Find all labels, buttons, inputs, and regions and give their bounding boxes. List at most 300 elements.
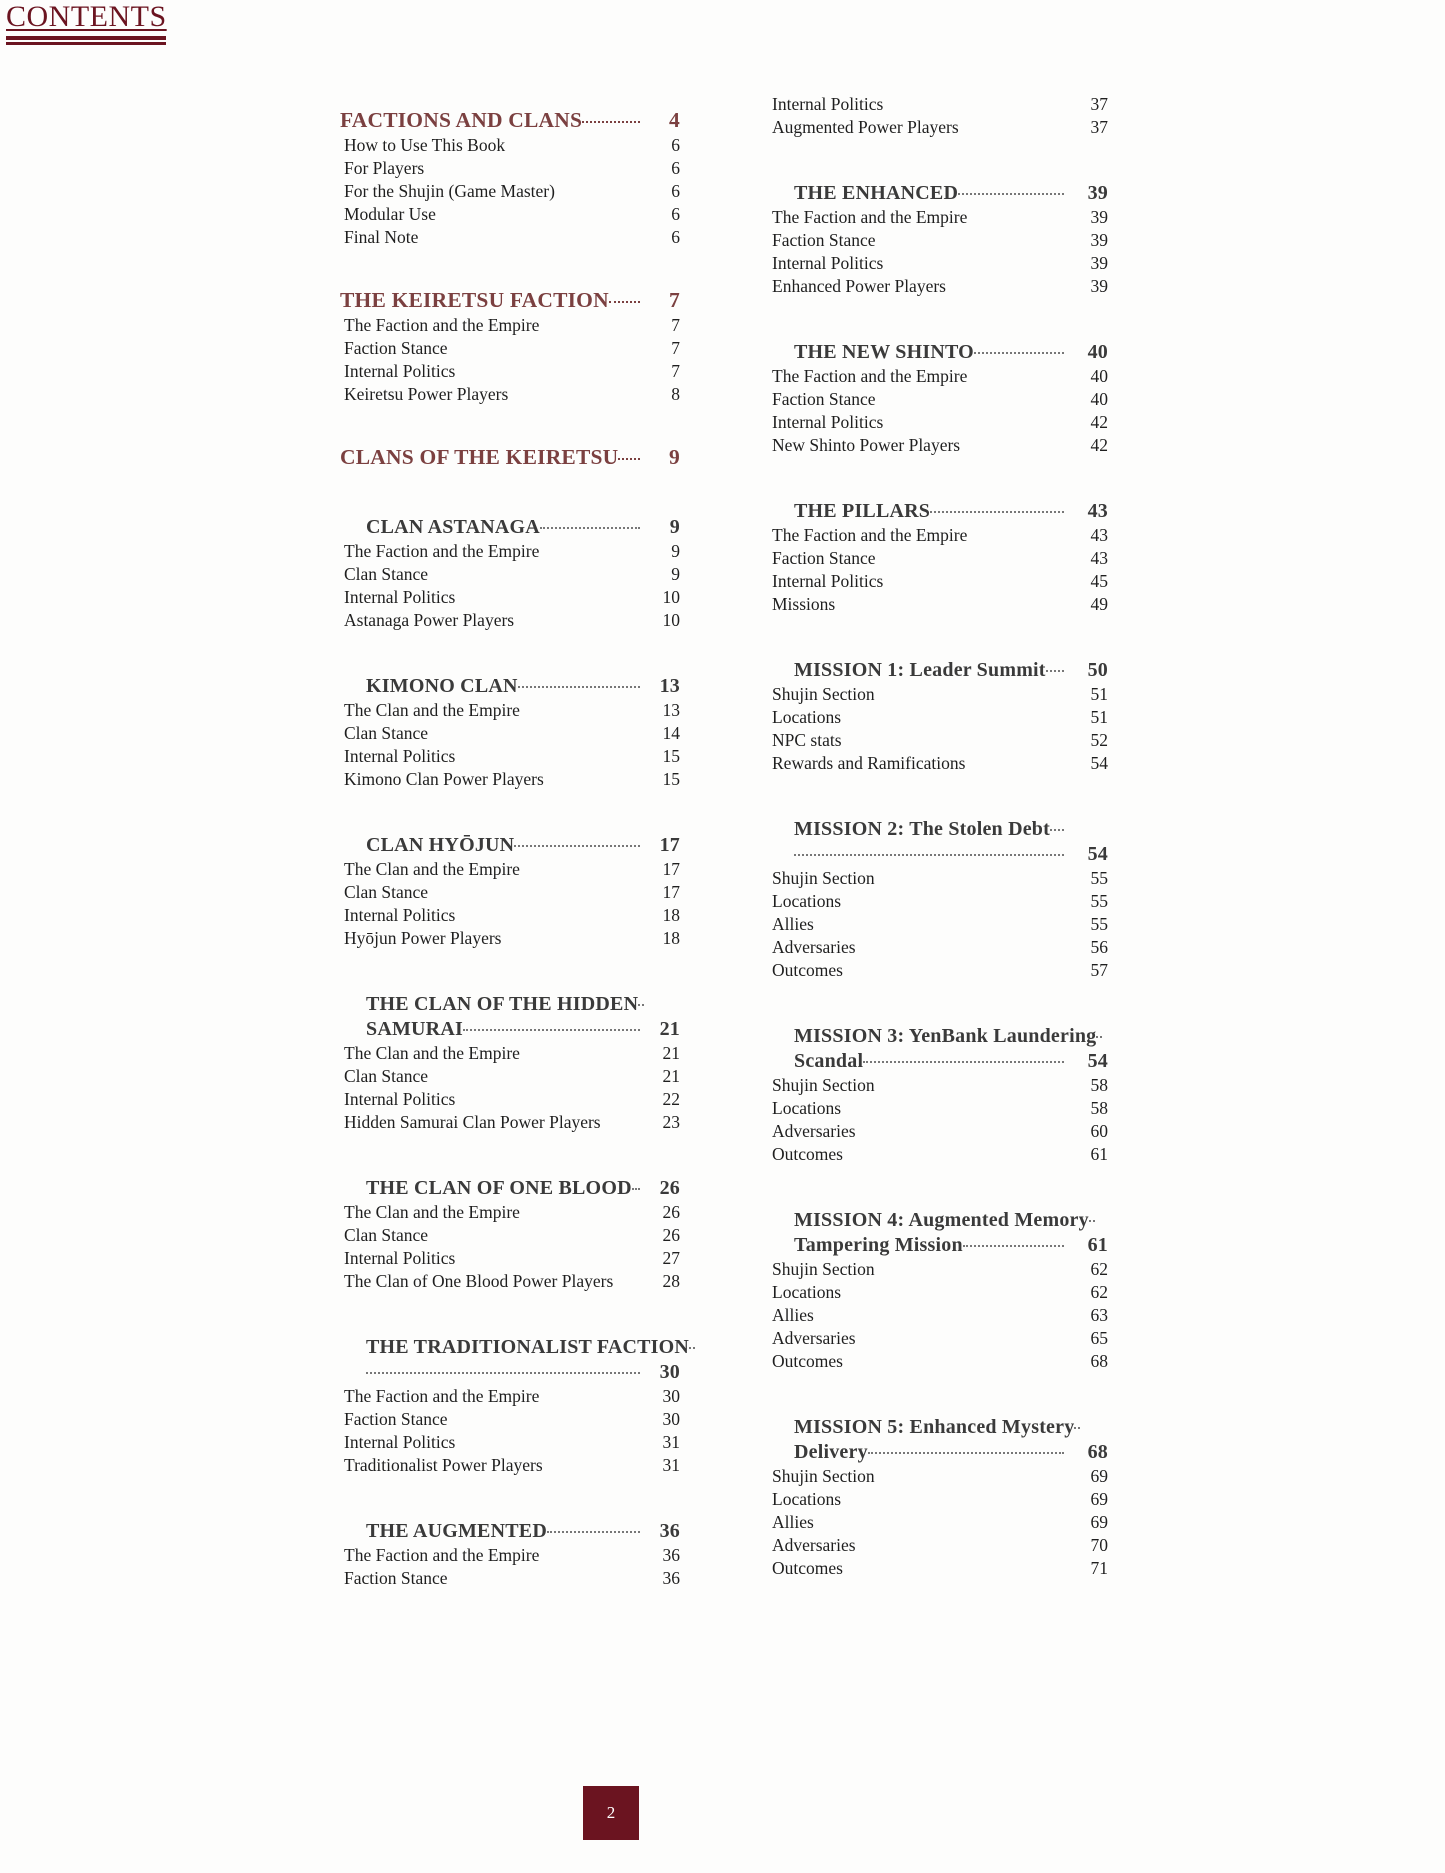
toc-column-left: [340, 92, 690, 1589]
toc-entry-page-number: 28: [662, 1271, 680, 1291]
toc-entry[interactable]: [768, 1535, 1108, 1556]
title-double-rule: [6, 36, 166, 45]
toc-entry[interactable]: [340, 700, 680, 721]
toc-entry-label: The Faction and the Empire: [772, 366, 968, 386]
toc-entry[interactable]: [340, 1066, 680, 1087]
toc-entry-page-number: 30: [659, 1361, 680, 1383]
dotted-leader: [366, 1372, 640, 1374]
toc-entry-page-number: 9: [669, 445, 680, 469]
toc-entry[interactable]: [340, 1248, 680, 1269]
toc-entry[interactable]: [768, 276, 1108, 297]
toc-entry-label: MISSION 4: Augmented Memory: [794, 1209, 1089, 1231]
toc-entry[interactable]: [768, 1121, 1108, 1142]
toc-entry[interactable]: [768, 1098, 1108, 1119]
toc-entry[interactable]: [768, 389, 1108, 410]
toc-entry-page-number: 27: [662, 1248, 680, 1268]
toc-entry-page-number: 39: [1090, 207, 1108, 227]
toc-entry-page-number: 7: [671, 315, 680, 335]
toc-entry-label: Outcomes: [772, 960, 843, 980]
dotted-leader: [974, 352, 1064, 354]
toc-entry-label: Shujin Section: [772, 868, 875, 888]
dotted-leader: [632, 1188, 640, 1190]
toc-entry-label: Final Note: [344, 227, 419, 247]
toc-entry[interactable]: [768, 1512, 1108, 1533]
toc-entry-page-number: 40: [1090, 389, 1108, 409]
toc-entry[interactable]: [768, 684, 1108, 705]
toc-sub-heading[interactable]: [340, 516, 680, 539]
toc-entry-page-number: 36: [659, 1520, 680, 1542]
toc-entry-label: Internal Politics: [772, 253, 884, 273]
toc-sub-heading-continued[interactable]: [340, 1018, 680, 1041]
toc-entry[interactable]: [768, 1351, 1108, 1372]
toc-entry-page-number: 23: [662, 1112, 680, 1132]
toc-entry[interactable]: [340, 1043, 680, 1064]
toc-entry-label: Internal Politics: [344, 746, 456, 766]
toc-spacer: [768, 297, 1108, 321]
toc-major-heading[interactable]: [340, 108, 680, 133]
toc-spacer: [340, 1292, 680, 1316]
toc-entry-label: The Clan and the Empire: [344, 1202, 520, 1222]
toc-entry-page-number: 68: [1087, 1441, 1108, 1463]
toc-entry-label: Internal Politics: [772, 571, 884, 591]
toc-spacer: [340, 949, 680, 973]
toc-entry-label: Clan Stance: [344, 882, 429, 902]
toc-entry-label: Internal Politics: [772, 94, 884, 114]
toc-entry[interactable]: [768, 707, 1108, 728]
toc-sub-heading-continued[interactable]: [768, 1234, 1108, 1257]
toc-entry[interactable]: [768, 914, 1108, 935]
toc-entry-page-number: 37: [1090, 94, 1108, 114]
toc-entry-label: The Clan and the Empire: [344, 859, 520, 879]
toc-entry[interactable]: [768, 366, 1108, 387]
toc-entry-label: Clan Stance: [344, 1066, 429, 1086]
toc-entry[interactable]: [340, 587, 680, 608]
toc-entry[interactable]: [340, 1386, 680, 1407]
toc-entry-label: Internal Politics: [772, 412, 884, 432]
toc-entry-page-number: 30: [662, 1386, 680, 1406]
toc-entry[interactable]: [340, 564, 680, 585]
toc-entry-label: Hidden Samurai Clan Power Players: [344, 1112, 601, 1132]
toc-entry-label: NPC stats: [772, 730, 842, 750]
toc-entry-page-number: 39: [1087, 182, 1108, 204]
toc-spacer: [768, 774, 1108, 798]
toc-entry-label: The Faction and the Empire: [344, 541, 540, 561]
toc-entry-page-number: 54: [1087, 843, 1108, 865]
toc-entry-label: Adversaries: [772, 1121, 856, 1141]
toc-entry-label: Outcomes: [772, 1558, 843, 1578]
toc-entry-page-number: 65: [1090, 1328, 1108, 1348]
toc-entry[interactable]: [768, 937, 1108, 958]
toc-entry-label: SAMURAI: [366, 1018, 463, 1040]
toc-entry-page-number: 43: [1087, 500, 1108, 522]
dotted-leader: [863, 1061, 1064, 1063]
toc-entry-page-number: 6: [671, 227, 680, 247]
toc-sub-heading[interactable]: [768, 341, 1108, 364]
dotted-leader: [463, 1029, 640, 1031]
toc-entry[interactable]: [340, 723, 680, 744]
toc-entry[interactable]: [340, 1432, 680, 1453]
toc-spacer: [340, 631, 680, 655]
dotted-leader: [514, 845, 640, 847]
toc-entry-page-number: 56: [1090, 937, 1108, 957]
toc-entry-label: Locations: [772, 707, 842, 727]
toc-entry-page-number: 55: [1090, 891, 1108, 911]
toc-entry-page-number: 39: [1090, 276, 1108, 296]
toc-entry-page-number: 55: [1090, 914, 1108, 934]
toc-entry-label: Locations: [772, 1489, 842, 1509]
toc-spacer: [768, 1165, 1108, 1189]
toc-entry-page-number: 30: [662, 1409, 680, 1429]
toc-entry-page-number: 62: [1090, 1259, 1108, 1279]
toc-entry[interactable]: [768, 117, 1108, 138]
toc-entry-label: Faction Stance: [344, 1409, 448, 1429]
toc-sub-heading-continued[interactable]: [340, 1361, 680, 1384]
toc-entry[interactable]: [768, 730, 1108, 751]
toc-entry[interactable]: [340, 610, 680, 631]
toc-entry[interactable]: [340, 1545, 680, 1566]
toc-entry-label: Clan Stance: [344, 1225, 429, 1245]
toc-sub-heading[interactable]: [768, 659, 1108, 682]
toc-entry-page-number: 61: [1090, 1144, 1108, 1164]
toc-entry-label: Rewards and Ramifications: [772, 753, 966, 773]
toc-entry-label: The Faction and the Empire: [772, 525, 968, 545]
toc-entry-page-number: 57: [1090, 960, 1108, 980]
toc-entry[interactable]: [768, 594, 1108, 615]
toc-entry-label: Modular Use: [344, 204, 436, 224]
toc-entry[interactable]: [768, 253, 1108, 274]
toc-entry-label: MISSION 3: YenBank Laundering: [794, 1025, 1097, 1047]
toc-entry[interactable]: [340, 905, 680, 926]
toc-entry-label: The Clan and the Empire: [344, 1043, 520, 1063]
toc-entry-label: For the Shujin (Game Master): [344, 181, 555, 201]
toc-sub-heading[interactable]: [340, 834, 680, 857]
toc-entry-label: THE KEIRETSU FACTION: [340, 288, 609, 312]
toc-entry-label: How to Use This Book: [344, 135, 506, 155]
toc-entry[interactable]: [340, 384, 680, 405]
toc-entry-page-number: 69: [1090, 1512, 1108, 1532]
toc-entry-page-number: 37: [1090, 117, 1108, 137]
toc-entry-label: THE NEW SHINTO: [794, 341, 974, 363]
toc-entry-label: Locations: [772, 1098, 842, 1118]
toc-entry-page-number: 69: [1090, 1489, 1108, 1509]
toc-spacer: [768, 981, 1108, 1005]
toc-entry-label: Internal Politics: [344, 1089, 456, 1109]
toc-entry-page-number: 10: [662, 610, 680, 630]
toc-entry-label: CLANS OF THE KEIRETSU: [340, 445, 619, 469]
toc-entry[interactable]: [768, 1259, 1108, 1280]
toc-entry[interactable]: [340, 158, 680, 179]
footer-page-badge: 2: [583, 1786, 639, 1840]
dotted-leader: [518, 686, 640, 688]
toc-spacer: [768, 456, 1108, 480]
toc-entry-label: THE ENHANCED: [794, 182, 959, 204]
dotted-leader: [1046, 670, 1064, 672]
toc-entry-label: THE PILLARS: [794, 500, 931, 522]
toc-entry-label: Internal Politics: [344, 361, 456, 381]
toc-entry[interactable]: [768, 412, 1108, 433]
toc-entry[interactable]: [340, 1225, 680, 1246]
toc-entry-page-number: 58: [1090, 1098, 1108, 1118]
toc-entry[interactable]: [340, 1089, 680, 1110]
toc-entry-page-number: 40: [1090, 366, 1108, 386]
toc-entry-label: Kimono Clan Power Players: [344, 769, 544, 789]
title-rule-top: [6, 36, 166, 40]
contents-title-block: [0, 0, 1445, 45]
toc-entry-label: Outcomes: [772, 1351, 843, 1371]
toc-entry-label: Adversaries: [772, 937, 856, 957]
toc-entry-label: The Faction and the Empire: [772, 207, 968, 227]
toc-entry-page-number: 49: [1090, 594, 1108, 614]
toc-entry[interactable]: [340, 1409, 680, 1430]
toc-entry-label: The Clan and the Empire: [344, 700, 520, 720]
toc-entry-label: Augmented Power Players: [772, 117, 959, 137]
toc-entry-label: Traditionalist Power Players: [344, 1455, 543, 1475]
toc-entry-page-number: 61: [1087, 1234, 1108, 1256]
toc-entry-page-number: 40: [1087, 341, 1108, 363]
toc-sub-heading-continued[interactable]: [768, 843, 1108, 866]
toc-spacer: [340, 405, 680, 429]
toc-entry[interactable]: [768, 571, 1108, 592]
toc-entry-page-number: 6: [671, 135, 680, 155]
toc-entry-page-number: 55: [1090, 868, 1108, 888]
toc-sub-heading[interactable]: [768, 1209, 1108, 1232]
toc-entry[interactable]: [340, 882, 680, 903]
toc-entry-page-number: 21: [662, 1043, 680, 1063]
toc-entry[interactable]: [340, 315, 680, 336]
dotted-leader: [638, 1004, 644, 1006]
dotted-leader: [930, 511, 1064, 513]
toc-entry-page-number: 71: [1090, 1558, 1108, 1578]
toc-entry-page-number: 18: [662, 905, 680, 925]
toc-spacer: [768, 615, 1108, 639]
dotted-leader: [609, 301, 640, 303]
dotted-leader: [618, 458, 640, 460]
toc-entry-page-number: 70: [1090, 1535, 1108, 1555]
toc-entry-page-number: 31: [662, 1432, 680, 1452]
toc-spacer: [340, 790, 680, 814]
toc-entry-label: KIMONO CLAN: [366, 675, 518, 697]
toc-entry-label: Outcomes: [772, 1144, 843, 1164]
toc-entry[interactable]: [768, 1075, 1108, 1096]
toc-entry-page-number: 54: [1090, 753, 1108, 773]
toc-entry-page-number: 63: [1090, 1305, 1108, 1325]
toc-entry[interactable]: [340, 181, 680, 202]
dotted-leader: [1050, 829, 1064, 831]
toc-entry[interactable]: [340, 928, 680, 949]
toc-entry-label: THE TRADITIONALIST FACTION: [366, 1336, 690, 1358]
toc-entry-label: Keiretsu Power Players: [344, 384, 509, 404]
toc-entry-label: Internal Politics: [344, 905, 456, 925]
toc-entry-page-number: 51: [1090, 707, 1108, 727]
toc-entry-label: Allies: [772, 914, 814, 934]
toc-entry-label: Locations: [772, 1282, 842, 1302]
toc-entry-page-number: 68: [1090, 1351, 1108, 1371]
toc-entry[interactable]: [340, 1455, 680, 1476]
toc-entry[interactable]: [340, 204, 680, 225]
toc-sub-heading-continued[interactable]: [768, 1050, 1108, 1073]
toc-entry-label: Allies: [772, 1305, 814, 1325]
toc-sub-heading[interactable]: [768, 182, 1108, 205]
toc-entry[interactable]: [340, 1112, 680, 1133]
toc-entry-label: Internal Politics: [344, 587, 456, 607]
dotted-leader: [547, 1531, 640, 1533]
toc-entry-label: MISSION 1: Leader Summit: [794, 659, 1046, 681]
toc-entry-label: Faction Stance: [344, 338, 448, 358]
toc-entry[interactable]: [768, 230, 1108, 251]
toc-entry-label: Tampering Mission: [794, 1234, 963, 1256]
toc-entry[interactable]: [340, 769, 680, 790]
toc-entry-page-number: 26: [662, 1225, 680, 1245]
toc-entry-label: MISSION 2: The Stolen Debt: [794, 818, 1050, 840]
toc-entry[interactable]: [768, 435, 1108, 456]
toc-entry-page-number: 17: [659, 834, 680, 856]
toc-sub-heading[interactable]: [340, 675, 680, 698]
toc-entry-page-number: 62: [1090, 1282, 1108, 1302]
toc-sub-heading[interactable]: [768, 818, 1108, 841]
toc-entry[interactable]: [768, 1466, 1108, 1487]
toc-entry-page-number: 26: [662, 1202, 680, 1222]
toc-entry-page-number: 13: [659, 675, 680, 697]
toc-entry[interactable]: [340, 746, 680, 767]
toc-spacer: [340, 1133, 680, 1157]
toc-entry[interactable]: [340, 541, 680, 562]
toc-entry[interactable]: [768, 1558, 1108, 1579]
toc-entry[interactable]: [340, 338, 680, 359]
toc-entry-page-number: 52: [1090, 730, 1108, 750]
toc-major-heading[interactable]: [340, 445, 680, 470]
toc-entry-label: Faction Stance: [772, 230, 876, 250]
toc-entry[interactable]: [768, 548, 1108, 569]
toc-entry-page-number: 8: [671, 384, 680, 404]
toc-entry-label: Internal Politics: [344, 1432, 456, 1452]
toc-sub-heading[interactable]: [768, 1416, 1108, 1439]
toc-entry-page-number: 39: [1090, 230, 1108, 250]
toc-entry-page-number: 7: [671, 361, 680, 381]
toc-entry-page-number: 26: [659, 1177, 680, 1199]
toc-entry[interactable]: [340, 1271, 680, 1292]
toc-entry-label: The Clan of One Blood Power Players: [344, 1271, 614, 1291]
toc-entry-page-number: 15: [662, 746, 680, 766]
toc-entry-page-number: 36: [662, 1545, 680, 1565]
toc-entry-label: Shujin Section: [772, 684, 875, 704]
toc-entry-page-number: 13: [662, 700, 680, 720]
toc-entry[interactable]: [340, 1568, 680, 1589]
toc-entry[interactable]: [768, 960, 1108, 981]
toc-entry-page-number: 69: [1090, 1466, 1108, 1486]
toc-entry-page-number: 15: [662, 769, 680, 789]
toc-sub-heading-continued[interactable]: [768, 1441, 1108, 1464]
toc-sub-heading[interactable]: [340, 1177, 680, 1200]
toc-entry-page-number: 42: [1090, 412, 1108, 432]
toc-sub-heading[interactable]: [340, 1336, 690, 1359]
toc-entry-label: The Faction and the Empire: [344, 1386, 540, 1406]
toc-entry-page-number: 36: [662, 1568, 680, 1588]
toc-sub-heading[interactable]: [340, 1520, 680, 1543]
toc-sub-heading[interactable]: [768, 500, 1108, 523]
toc-entry[interactable]: [768, 891, 1108, 912]
toc-entry-page-number: 43: [1090, 525, 1108, 545]
toc-entry[interactable]: [768, 94, 1108, 115]
toc-entry-page-number: 9: [669, 516, 680, 538]
dotted-leader: [794, 854, 1064, 856]
toc-spacer: [768, 138, 1108, 162]
toc-entry-page-number: 45: [1090, 571, 1108, 591]
toc-entry-label: Hyōjun Power Players: [344, 928, 502, 948]
toc-entry-page-number: 43: [1090, 548, 1108, 568]
toc-spacer: [340, 1476, 680, 1500]
toc-entry[interactable]: [768, 868, 1108, 889]
toc-entry-label: THE AUGMENTED: [366, 1520, 547, 1542]
toc-entry[interactable]: [768, 1144, 1108, 1165]
toc-entry-page-number: 10: [662, 587, 680, 607]
dotted-leader: [1089, 1220, 1095, 1222]
toc-entry[interactable]: [768, 207, 1108, 228]
toc-entry-page-number: 6: [671, 204, 680, 224]
toc-entry[interactable]: [768, 1282, 1108, 1303]
toc-entry-label: Locations: [772, 891, 842, 911]
toc-entry-page-number: 6: [671, 181, 680, 201]
toc-entry-label: Allies: [772, 1512, 814, 1532]
toc-entry-page-number: 7: [669, 288, 680, 312]
toc-entry-label: FACTIONS AND CLANS: [340, 108, 583, 132]
title-rule-bottom: [6, 42, 166, 45]
dotted-leader: [868, 1452, 1064, 1454]
toc-entry-label: Clan Stance: [344, 564, 429, 584]
toc-entry-label: Missions: [772, 594, 836, 614]
toc-entry-page-number: 60: [1090, 1121, 1108, 1141]
toc-entry-page-number: 9: [671, 541, 680, 561]
toc-entry[interactable]: [340, 1202, 680, 1223]
toc-entry-page-number: 54: [1087, 1050, 1108, 1072]
toc-entry-page-number: 14: [662, 723, 680, 743]
toc-entry[interactable]: [340, 227, 680, 248]
toc-entry[interactable]: [768, 1489, 1108, 1510]
toc-entry-page-number: 21: [659, 1018, 680, 1040]
toc-entry-label: Adversaries: [772, 1328, 856, 1348]
toc-entry[interactable]: [768, 1328, 1108, 1349]
toc-entry-label: Faction Stance: [772, 548, 876, 568]
toc-sub-heading[interactable]: [768, 1025, 1108, 1048]
toc-sub-heading[interactable]: [340, 993, 680, 1016]
toc-entry-label: THE CLAN OF THE HIDDEN: [366, 993, 639, 1015]
toc-entry[interactable]: [768, 753, 1108, 774]
toc-entry-label: For Players: [344, 158, 425, 178]
toc-column-right: [768, 92, 1108, 1589]
toc-entry[interactable]: [340, 135, 680, 156]
toc-entry[interactable]: [768, 525, 1108, 546]
toc-major-heading[interactable]: [340, 288, 680, 313]
toc-entry-page-number: 17: [662, 882, 680, 902]
toc-entry[interactable]: [768, 1305, 1108, 1326]
toc-entry[interactable]: [340, 361, 680, 382]
toc-entry-label: New Shinto Power Players: [772, 435, 961, 455]
toc-entry-label: Faction Stance: [772, 389, 876, 409]
page-title: CONTENTS: [6, 0, 167, 33]
toc-entry-label: CLAN ASTANAGA: [366, 516, 540, 538]
toc-entry-label: Adversaries: [772, 1535, 856, 1555]
dotted-leader: [1074, 1427, 1080, 1429]
dotted-leader: [582, 121, 640, 123]
toc-entry-label: THE CLAN OF ONE BLOOD: [366, 1177, 632, 1199]
toc-entry-label: Enhanced Power Players: [772, 276, 946, 296]
toc-entry-page-number: 58: [1090, 1075, 1108, 1095]
toc-entry-label: Faction Stance: [344, 1568, 448, 1588]
toc-entry-page-number: 18: [662, 928, 680, 948]
toc-entry-label: Clan Stance: [344, 723, 429, 743]
toc-entry-page-number: 9: [671, 564, 680, 584]
toc-entry-label: MISSION 5: Enhanced Mystery: [794, 1416, 1075, 1438]
toc-entry[interactable]: [340, 859, 680, 880]
